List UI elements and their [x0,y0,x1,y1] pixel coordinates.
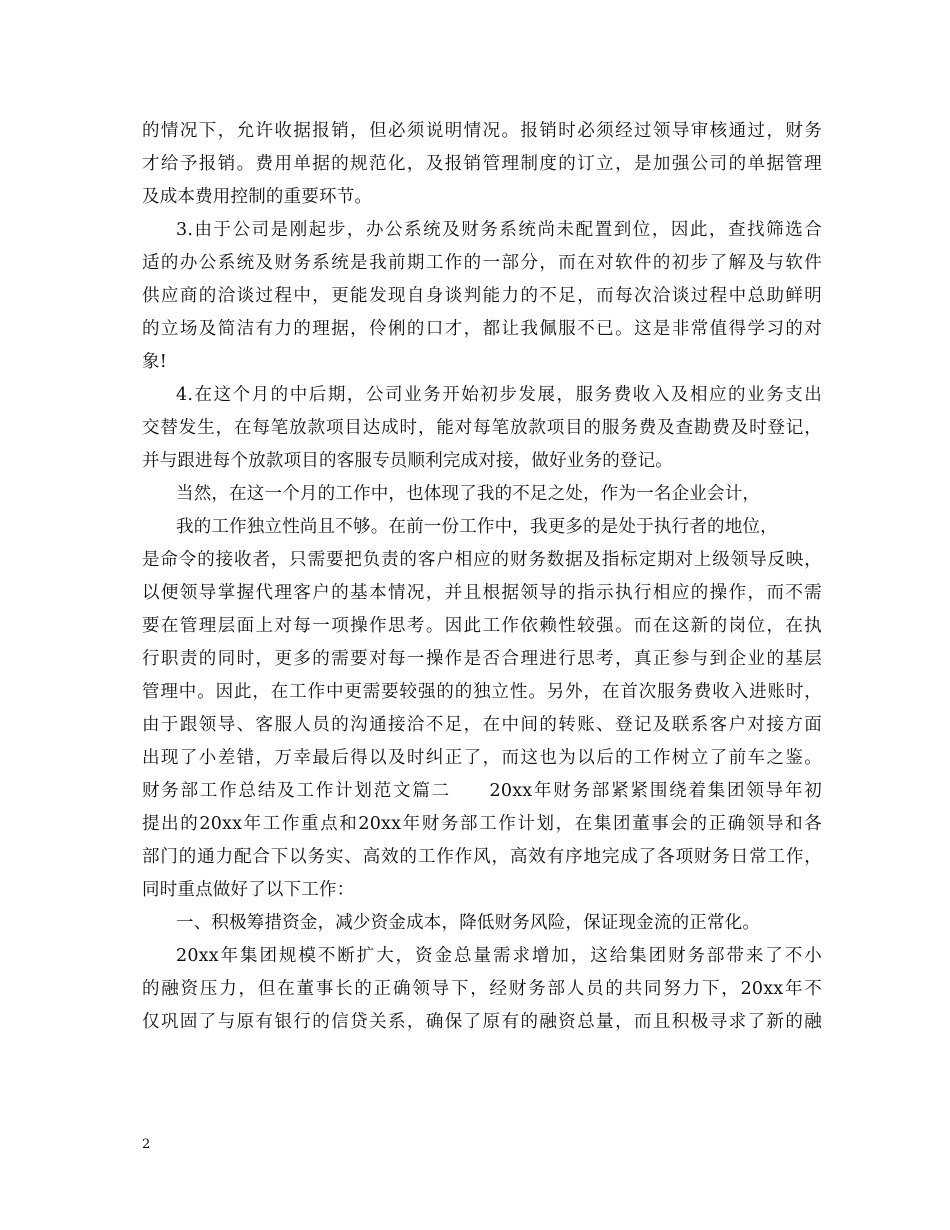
text-line: 部门的通力配合下以务实、高效的工作作风，高效有序地完成了各项财务日常工作， [142,847,822,867]
text-line: 一、积极筹措资金，减少资金成本，降低财务风险，保证现金流的正常化。 [176,913,761,933]
text-line: 的融资压力，但在董事长的正确领导下，经财务部人员的共同努力下，20xx年不 [142,979,822,999]
text-line: 要在管理层面上对每一项操作思考。因此工作依赖性较强。而在这新的岗位，在执 [142,616,822,636]
text-line: 以便领导掌握代理客户的基本情况，并且根据领导的指示执行相应的操作，而不需 [142,583,822,603]
text-line: 管理中。因此，在工作中更需要较强的的独立性。另外，在首次服务费收入进账时， [142,682,822,702]
text-line: 提出的20xx年工作重点和20xx年财务部工作计划，在集团董事会的正确领导和各 [142,814,822,834]
text-line: 出现了小差错，万幸最后得以及时纠正了，而这也为以后的工作树立了前车之鉴。 [142,748,822,768]
text-line: 的情况下，允许收据报销，但必须说明情况。报销时必须经过领导审核通过，财务 [142,121,822,141]
text-line: 适的办公系统及财务系统是我前期工作的一部分，而在对软件的初步了解及与软件 [142,253,822,273]
text-line: 是命令的接收者，只需要把负责的客户相应的财务数据及指标定期对上级领导反映， [142,550,822,570]
text-line: 20xx年集团规模不断扩大，资金总量需求增加，这给集团财务部带来了不小 [176,946,822,966]
text-line: 及成本费用控制的重要环节。 [142,187,373,207]
text-line: 4.在这个月的中后期，公司业务开始初步发展，服务费收入及相应的业务支出 [176,385,822,405]
page-number: 2 [142,1137,151,1152]
text-line: 同时重点做好了以下工作： [142,880,355,900]
text-line: 才给予报销。费用单据的规范化，及报销管理制度的订立，是加强公司的单据管理 [142,154,822,174]
text-line: 由于跟领导、客服人员的沟通接洽不足，在中间的转账、登记及联系客户对接方面 [142,715,822,735]
text-line: 当然，在这一个月的工作中，也体现了我的不足之处，作为一名企业会计， [176,484,761,504]
text-line: 我的工作独立性尚且不够。在前一份工作中，我更多的是处于执行者的地位， [176,517,778,537]
text-line: 并与跟进每个放款项目的客服专员顺利完成对接，做好业务的登记。 [142,451,673,471]
text-line: 交替发生，在每笔放款项目达成时，能对每笔放款项目的服务费及查勘费及时登记， [142,418,822,438]
document-body [142,115,822,1039]
text-line: 财务部工作总结及工作计划范文篇二 20xx年财务部紧紧围绕着集团领导年初 [142,781,822,801]
text-line: 象! [142,352,167,372]
text-line: 仅巩固了与原有银行的信贷关系，确保了原有的融资总量，而且积极寻求了新的融 [142,1012,822,1032]
text-line: 行职责的同时，更多的需要对每一操作是否合理进行思考，真正参与到企业的基层 [142,649,822,669]
text-line: 3.由于公司是刚起步，办公系统及财务系统尚未配置到位，因此，查找筛选合 [176,220,822,240]
text-line: 的立场及简洁有力的理据，伶俐的口才，都让我佩服不已。这是非常值得学习的对 [142,319,822,339]
text-line: 供应商的洽谈过程中，更能发现自身谈判能力的不足，而每次洽谈过程中总助鲜明 [142,286,822,306]
